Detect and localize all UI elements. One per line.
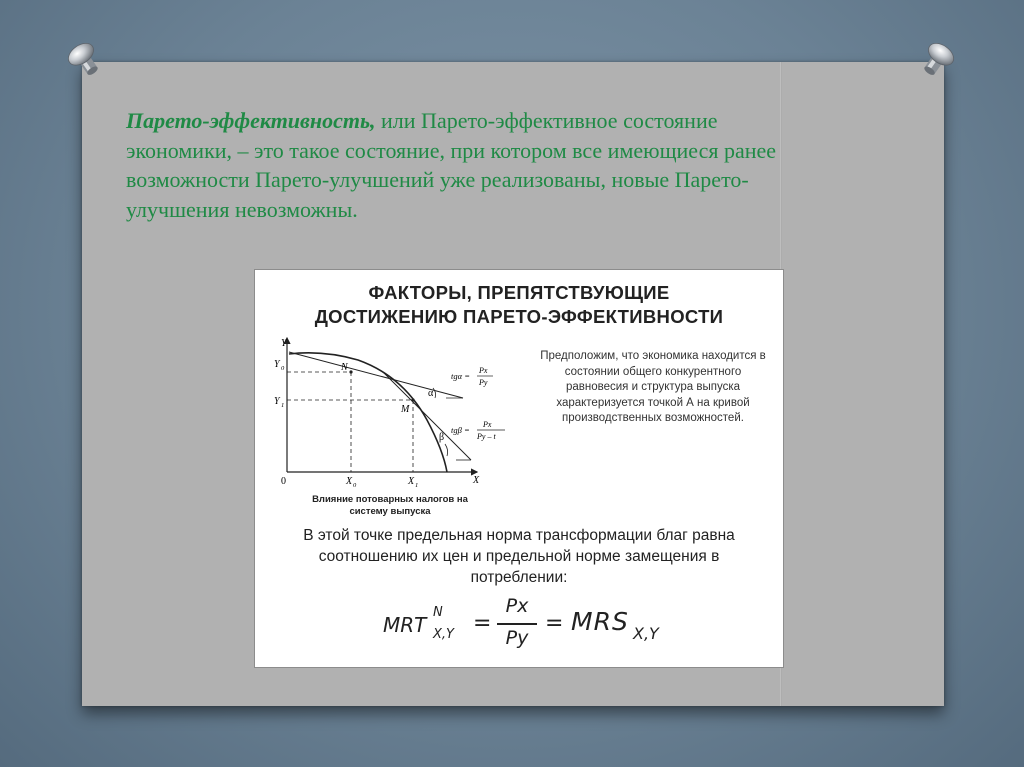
- pin-icon: [916, 40, 958, 80]
- formula-mrt-sup: N: [433, 605, 443, 620]
- formula-mrt: MRT: [383, 613, 427, 637]
- definition-term: Парето-эффективность,: [126, 108, 376, 133]
- point-n: [349, 370, 352, 373]
- tangent-beta: [383, 372, 471, 460]
- x-axis-label: X: [473, 475, 480, 486]
- formula-mrs-sub: X,Y: [633, 624, 659, 643]
- tg-beta-num: Px: [483, 420, 492, 429]
- pin-icon: [64, 40, 106, 80]
- tg-alpha-label: tgα =: [451, 371, 470, 381]
- inset-figure: [254, 269, 784, 668]
- ppf-graph: [263, 332, 513, 552]
- tg-alpha-num: Px: [479, 366, 488, 375]
- conclusion-text: В этой точке предельная норма трансформации благ равна соотношению их цен и предельной норме замещения в потреблении:: [303, 527, 735, 586]
- formula-numerator: Px: [505, 595, 529, 617]
- y1-sub: 1: [281, 402, 285, 409]
- formula-eq: =: [545, 611, 564, 636]
- origin-label: 0: [281, 476, 286, 487]
- mrt-mrs-formula: [383, 593, 673, 657]
- inset-title-line1: ФАКТОРЫ, ПРЕПЯТСТВУЮЩИЕ: [368, 282, 670, 303]
- explanation-text: Предположим, что экономика находится в состоянии общего конкурентного равновесия и структура выпуска характеризуется точкой А на кривой производственных возможностей.: [540, 350, 766, 424]
- formula-mrs: MRS: [571, 607, 629, 636]
- x1-label: X: [408, 476, 415, 487]
- point-n-label: N: [341, 362, 348, 373]
- formula-fraction-bar: [497, 623, 537, 625]
- definition-body: или Парето-эффективное состояние экономики, – это такое состояние, при котором все имеющиеся ранее возможности Парето-улучшений уже реализованы, новые Парето-улучшения невозможны.: [126, 108, 777, 222]
- point-m-label: M: [401, 404, 410, 415]
- point-m: [411, 398, 414, 401]
- y-axis-label: Y: [281, 338, 287, 349]
- tg-beta-den: Py – t: [477, 432, 496, 441]
- formula-mrt-sub: X,Y: [433, 627, 454, 642]
- alpha-label: α: [428, 388, 434, 399]
- y0-label: Y: [274, 359, 280, 370]
- formula-denominator: Py: [505, 627, 529, 649]
- x0-label: X: [346, 476, 353, 487]
- y1-label: Y: [274, 396, 280, 407]
- inset-title-line2: ДОСТИЖЕНИЮ ПАРЕТО-ЭФФЕКТИВНОСТИ: [314, 306, 724, 327]
- tg-alpha-den: Py: [479, 378, 488, 387]
- x1-sub: 1: [415, 482, 419, 489]
- graph-caption: Влияние потоварных налогов на систему выпуска: [312, 494, 468, 517]
- definition-text: [126, 106, 806, 224]
- x0-sub: 0: [353, 482, 357, 489]
- tg-beta-label: tgβ =: [451, 425, 470, 435]
- y0-sub: 0: [281, 365, 285, 372]
- beta-label: β: [439, 432, 445, 443]
- formula-eq: =: [473, 611, 492, 636]
- tangent-alpha: [289, 352, 463, 398]
